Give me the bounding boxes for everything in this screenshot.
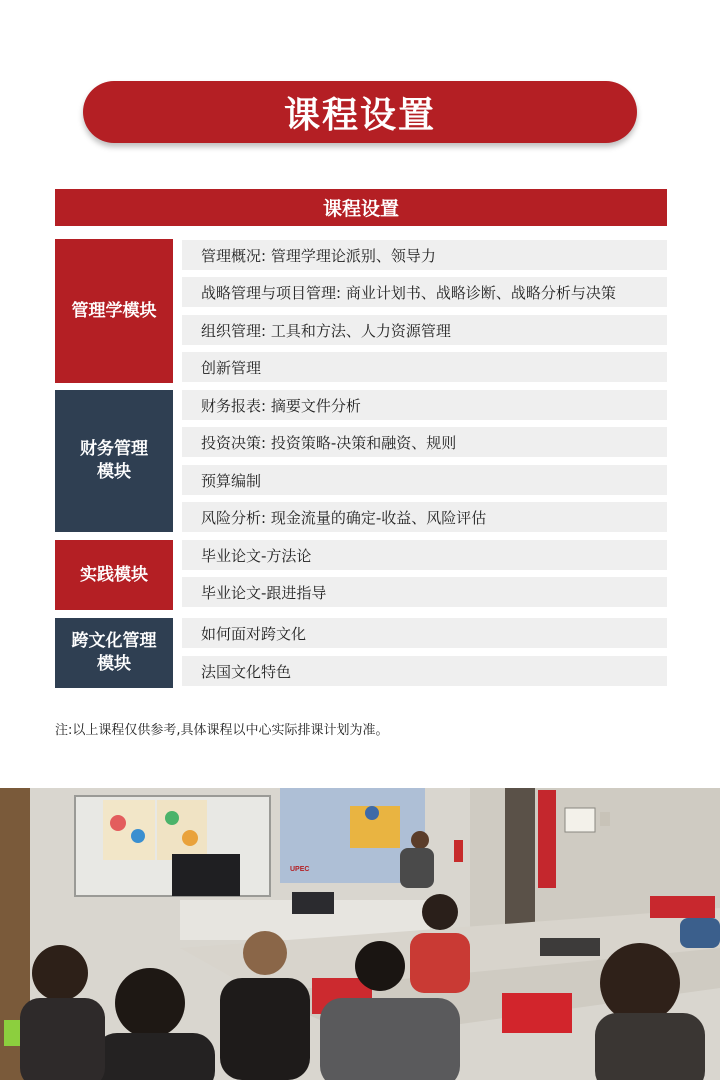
course-row: 管理概况: 管理学理论派别、领导力 <box>182 240 667 270</box>
module-label: 财务管理 模块 <box>80 439 148 482</box>
course-row: 财务报表: 摘要文件分析 <box>182 390 667 420</box>
footnote: 注:以上课程仅供参考,具体课程以中心实际排课计划为准。 <box>55 723 389 738</box>
course-row: 毕业论文-方法论 <box>182 540 667 570</box>
module-label: 管理学模块 <box>71 300 157 321</box>
classroom-illustration <box>0 788 720 1080</box>
title-banner <box>83 81 637 143</box>
table-header-label: 课程设置 <box>322 198 399 220</box>
module-finance <box>55 390 173 532</box>
module-management <box>55 239 173 383</box>
banner-title: 课程设置 <box>283 94 436 136</box>
course-row: 创新管理 <box>182 352 667 382</box>
course-row: 如何面对跨文化 <box>182 618 667 648</box>
module-label: 跨文化管理 模块 <box>71 631 157 674</box>
course-row: 组织管理: 工具和方法、人力资源管理 <box>182 315 667 345</box>
course-row: 投资决策: 投资策略-决策和融资、规则 <box>182 427 667 457</box>
screen-logo: UPEC <box>290 866 310 873</box>
course-row: 毕业论文-跟进指导 <box>182 577 667 607</box>
course-row: 风险分析: 现金流量的确定-收益、风险评估 <box>182 502 667 532</box>
table-header <box>55 189 667 226</box>
classroom-photo <box>0 788 720 1080</box>
module-intercultural <box>55 618 173 688</box>
course-row: 战略管理与项目管理: 商业计划书、战略诊断、战略分析与决策 <box>182 277 667 307</box>
course-row: 预算编制 <box>182 465 667 495</box>
module-label: 实践模块 <box>80 564 148 585</box>
module-practice <box>55 540 173 610</box>
course-row: 法国文化特色 <box>182 656 667 686</box>
